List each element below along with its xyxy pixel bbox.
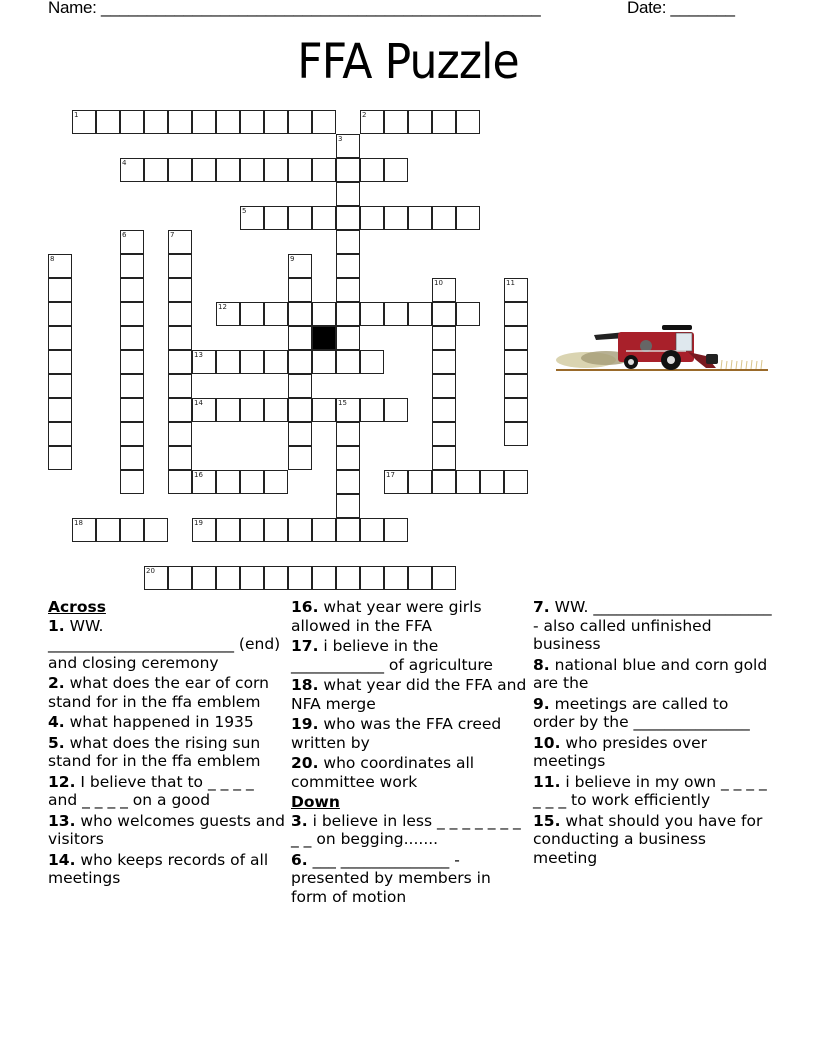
grid-cell[interactable] <box>168 158 192 182</box>
clue-number: 2 <box>362 111 367 119</box>
grid-cell[interactable] <box>168 110 192 134</box>
grid-cell[interactable] <box>48 398 72 422</box>
clue-item <box>533 598 773 654</box>
grid-cell[interactable] <box>192 350 216 374</box>
clue-text: ___ ______________ - presented by members in form of motion <box>291 850 491 906</box>
grid-cell[interactable] <box>336 422 360 446</box>
grid-cell[interactable] <box>288 206 312 230</box>
grid-cell[interactable] <box>336 254 360 278</box>
clue-text: what does the rising sun stand for in the ffa emblem <box>48 733 261 770</box>
grid-cell[interactable] <box>168 422 192 446</box>
grid-cell[interactable] <box>168 326 192 350</box>
clue-number: 4 <box>122 159 127 167</box>
grid-cell[interactable] <box>264 206 288 230</box>
clue-number-label: 7. <box>533 598 550 616</box>
grid-cell[interactable] <box>168 278 192 302</box>
clue-item <box>48 812 286 849</box>
clue-text: what year did the FFA and NFA merge <box>291 676 527 713</box>
grid-cell[interactable] <box>288 422 312 446</box>
grid-cell[interactable] <box>192 518 216 542</box>
grid-cell[interactable] <box>336 158 360 182</box>
grid-cell[interactable] <box>288 374 312 398</box>
grid-cell[interactable] <box>312 518 336 542</box>
grid-cell[interactable] <box>504 278 528 302</box>
clue-item <box>48 734 286 771</box>
grid-cell[interactable] <box>432 398 456 422</box>
grid-cell[interactable] <box>168 302 192 326</box>
grid-cell[interactable] <box>336 350 360 374</box>
grid-cell[interactable] <box>288 110 312 134</box>
clue-number-label: 4. <box>48 713 65 731</box>
grid-cell[interactable] <box>240 518 264 542</box>
black-cell <box>312 326 336 350</box>
grid-cell[interactable] <box>432 302 456 326</box>
grid-cell[interactable] <box>216 158 240 182</box>
clue-number-label: 2. <box>48 674 65 692</box>
clue-number: 1 <box>74 111 79 119</box>
clue-number: 10 <box>434 279 443 287</box>
grid-cell[interactable] <box>360 350 384 374</box>
grid-cell[interactable] <box>336 278 360 302</box>
grid-cell[interactable] <box>504 374 528 398</box>
clue-number-label: 14. <box>48 850 76 869</box>
grid-cell[interactable] <box>120 350 144 374</box>
grid-cell[interactable] <box>312 566 336 590</box>
grid-cell[interactable] <box>120 230 144 254</box>
grid-cell[interactable] <box>192 566 216 590</box>
grid-cell[interactable] <box>168 470 192 494</box>
grid-cell[interactable] <box>216 302 240 326</box>
grid-cell[interactable] <box>264 158 288 182</box>
grid-cell[interactable] <box>192 158 216 182</box>
grid-cell[interactable] <box>288 302 312 326</box>
clue-text: who welcomes guests and visitors <box>48 811 285 848</box>
grid-cell[interactable] <box>360 206 384 230</box>
clue-item <box>533 656 773 693</box>
grid-cell[interactable] <box>48 302 72 326</box>
grid-cell[interactable] <box>504 398 528 422</box>
grid-cell[interactable] <box>144 110 168 134</box>
grid-cell[interactable] <box>288 446 312 470</box>
clue-number-label: 13. <box>48 811 76 830</box>
grid-cell[interactable] <box>288 326 312 350</box>
grid-cell[interactable] <box>168 398 192 422</box>
grid-cell[interactable] <box>336 446 360 470</box>
grid-cell[interactable] <box>336 206 360 230</box>
clue-number-label: 3. <box>291 811 308 830</box>
clues-column-3 <box>533 598 773 869</box>
clue-number: 9 <box>290 255 295 263</box>
grid-cell[interactable] <box>120 374 144 398</box>
grid-cell[interactable] <box>360 158 384 182</box>
clue-item <box>291 715 527 752</box>
grid-cell[interactable] <box>264 398 288 422</box>
grid-cell[interactable] <box>192 398 216 422</box>
clue-item <box>533 812 773 868</box>
clue-number: 16 <box>194 471 203 479</box>
grid-cell[interactable] <box>48 350 72 374</box>
clue-number-label: 1. <box>48 616 65 635</box>
clue-text: who coordinates all committee work <box>291 754 475 791</box>
clue-item <box>48 713 286 732</box>
grid-cell[interactable] <box>456 302 480 326</box>
clue-text: who presides over meetings <box>533 733 708 770</box>
clue-number: 17 <box>386 471 395 479</box>
clue-item <box>48 851 286 888</box>
clue-number-label: 18. <box>291 676 319 694</box>
grid-cell[interactable] <box>432 278 456 302</box>
grid-cell[interactable] <box>192 470 216 494</box>
grid-cell[interactable] <box>432 206 456 230</box>
clue-text: what should you have for conducting a business meeting <box>533 811 763 867</box>
grid-cell[interactable] <box>72 518 96 542</box>
clue-number-label: 16. <box>291 598 319 616</box>
grid-cell[interactable] <box>48 374 72 398</box>
grid-cell[interactable] <box>264 566 288 590</box>
grid-cell[interactable] <box>360 302 384 326</box>
clues-column-1 <box>48 598 286 890</box>
grid-cell[interactable] <box>336 470 360 494</box>
clue-text: who keeps records of all meetings <box>48 850 269 887</box>
grid-cell[interactable] <box>312 158 336 182</box>
grid-cell[interactable] <box>48 278 72 302</box>
grid-cell[interactable] <box>408 302 432 326</box>
grid-cell[interactable] <box>432 110 456 134</box>
grid-cell[interactable] <box>384 158 408 182</box>
clue-item <box>291 598 527 635</box>
grid-cell[interactable] <box>408 470 432 494</box>
clue-number-label: 10. <box>533 733 561 752</box>
grid-cell[interactable] <box>288 158 312 182</box>
grid-cell[interactable] <box>336 182 360 206</box>
clue-item <box>48 617 286 673</box>
clue-text: i believe in my own _ _ _ _ _ _ _ to work efficiently <box>533 772 767 809</box>
grid-cell[interactable] <box>168 446 192 470</box>
clue-item <box>533 695 773 732</box>
clue-item <box>533 734 773 771</box>
grid-cell[interactable] <box>240 110 264 134</box>
grid-cell[interactable] <box>120 254 144 278</box>
grid-cell[interactable] <box>96 110 120 134</box>
grid-cell[interactable] <box>504 422 528 446</box>
grid-cell[interactable] <box>504 302 528 326</box>
grid-cell[interactable] <box>48 326 72 350</box>
clue-item <box>48 674 286 711</box>
down-heading: Down <box>291 793 340 811</box>
grid-cell[interactable] <box>216 398 240 422</box>
clue-item <box>291 812 527 849</box>
clue-text: what happened in 1935 <box>64 713 254 731</box>
clue-text: what year were girls allowed in the FFA <box>291 598 482 635</box>
clue-number-label: 15. <box>533 811 561 830</box>
grid-cell[interactable] <box>288 254 312 278</box>
grid-cell[interactable] <box>120 398 144 422</box>
grid-cell[interactable] <box>384 110 408 134</box>
grid-cell[interactable] <box>216 470 240 494</box>
clue-number: 14 <box>194 399 203 407</box>
grid-cell[interactable] <box>312 206 336 230</box>
grid-cell[interactable] <box>264 518 288 542</box>
across-heading: Across <box>48 598 106 616</box>
clue-number: 15 <box>338 399 347 407</box>
grid-cell[interactable] <box>312 350 336 374</box>
clue-number: 11 <box>506 279 515 287</box>
name-field-label: Name: ________________________________________________ <box>48 0 541 17</box>
grid-cell[interactable] <box>336 230 360 254</box>
grid-cell[interactable] <box>216 566 240 590</box>
clue-item <box>291 851 527 907</box>
grid-cell[interactable] <box>384 206 408 230</box>
grid-cell[interactable] <box>336 518 360 542</box>
clue-number: 18 <box>74 519 83 527</box>
clue-number-label: 12. <box>48 772 76 791</box>
grid-cell[interactable] <box>288 566 312 590</box>
grid-cell[interactable] <box>312 302 336 326</box>
grid-cell[interactable] <box>120 110 144 134</box>
clue-number: 8 <box>50 255 55 263</box>
date-field-label: Date: _______ <box>627 0 735 17</box>
grid-cell[interactable] <box>384 566 408 590</box>
grid-cell[interactable] <box>120 278 144 302</box>
grid-cell[interactable] <box>240 350 264 374</box>
clue-item <box>291 637 527 674</box>
grid-cell[interactable] <box>168 230 192 254</box>
clue-item <box>291 676 527 713</box>
grid-cell[interactable] <box>264 302 288 326</box>
grid-cell[interactable] <box>408 110 432 134</box>
grid-cell[interactable] <box>336 398 360 422</box>
grid-cell[interactable] <box>120 302 144 326</box>
grid-cell[interactable] <box>240 566 264 590</box>
grid-cell[interactable] <box>264 350 288 374</box>
grid-cell[interactable] <box>48 446 72 470</box>
grid-cell[interactable] <box>312 398 336 422</box>
grid-cell[interactable] <box>120 518 144 542</box>
grid-cell[interactable] <box>288 350 312 374</box>
grid-cell[interactable] <box>360 518 384 542</box>
grid-cell[interactable] <box>456 110 480 134</box>
grid-cell[interactable] <box>288 518 312 542</box>
clue-text: I believe that to _ _ _ _ and _ _ _ _ on a good <box>48 772 254 809</box>
clue-item <box>48 773 286 810</box>
grid-cell[interactable] <box>144 158 168 182</box>
grid-cell[interactable] <box>192 110 216 134</box>
grid-cell[interactable] <box>360 110 384 134</box>
clue-text: WW. _______________________ - also called unfinished business <box>533 598 772 653</box>
clue-number: 20 <box>146 567 155 575</box>
grid-cell[interactable] <box>120 422 144 446</box>
clues-column-2 <box>291 598 527 908</box>
grid-cell[interactable] <box>144 518 168 542</box>
grid-cell[interactable] <box>408 566 432 590</box>
grid-cell[interactable] <box>240 206 264 230</box>
grid-cell[interactable] <box>456 206 480 230</box>
clue-text: who was the FFA creed written by <box>291 715 502 752</box>
grid-cell[interactable] <box>360 398 384 422</box>
grid-cell[interactable] <box>456 470 480 494</box>
grid-cell[interactable] <box>432 350 456 374</box>
grid-cell[interactable] <box>504 326 528 350</box>
grid-cell[interactable] <box>504 470 528 494</box>
clue-number: 13 <box>194 351 203 359</box>
grid-cell[interactable] <box>120 158 144 182</box>
grid-cell[interactable] <box>240 470 264 494</box>
clue-number: 12 <box>218 303 227 311</box>
grid-cell[interactable] <box>240 158 264 182</box>
grid-cell[interactable] <box>336 326 360 350</box>
grid-cell[interactable] <box>48 422 72 446</box>
page-title: FFA Puzzle <box>297 34 519 90</box>
clue-text: what does the ear of corn stand for in the ffa emblem <box>48 674 269 711</box>
grid-cell[interactable] <box>384 302 408 326</box>
grid-cell[interactable] <box>120 326 144 350</box>
grid-cell[interactable] <box>336 134 360 158</box>
grid-cell[interactable] <box>432 326 456 350</box>
grid-cell[interactable] <box>72 110 96 134</box>
grid-cell[interactable] <box>216 110 240 134</box>
grid-cell[interactable] <box>168 254 192 278</box>
grid-cell[interactable] <box>432 566 456 590</box>
clue-text: i believe in the ____________ of agriculture <box>291 637 493 674</box>
grid-cell[interactable] <box>432 422 456 446</box>
grid-cell[interactable] <box>312 110 336 134</box>
grid-cell[interactable] <box>408 206 432 230</box>
clue-number-label: 17. <box>291 637 319 655</box>
combine-harvester-icon <box>556 320 768 376</box>
clue-text: i believe in less _ _ _ _ _ _ _ _ _ on begging....... <box>291 811 521 848</box>
grid-cell[interactable] <box>480 470 504 494</box>
grid-cell[interactable] <box>264 110 288 134</box>
grid-cell[interactable] <box>432 374 456 398</box>
clue-number-label: 6. <box>291 850 308 869</box>
grid-cell[interactable] <box>120 470 144 494</box>
grid-cell[interactable] <box>360 566 384 590</box>
grid-cell[interactable] <box>384 518 408 542</box>
clue-text: WW. ________________________ (end) and closing ceremony <box>48 616 281 672</box>
grid-cell[interactable] <box>264 470 288 494</box>
grid-cell[interactable] <box>216 518 240 542</box>
clue-number-label: 11. <box>533 772 561 791</box>
clue-number: 3 <box>338 135 343 143</box>
clue-number-label: 9. <box>533 694 550 713</box>
grid-cell[interactable] <box>168 350 192 374</box>
grid-cell[interactable] <box>240 302 264 326</box>
clue-number: 5 <box>242 207 247 215</box>
grid-cell[interactable] <box>96 518 120 542</box>
clue-number: 7 <box>170 231 175 239</box>
grid-cell[interactable] <box>288 278 312 302</box>
grid-cell[interactable] <box>240 398 264 422</box>
grid-cell[interactable] <box>336 566 360 590</box>
grid-cell[interactable] <box>504 350 528 374</box>
clue-number-label: 20. <box>291 754 319 772</box>
grid-cell[interactable] <box>384 470 408 494</box>
clue-item <box>533 773 773 810</box>
grid-cell[interactable] <box>336 302 360 326</box>
grid-cell[interactable] <box>432 470 456 494</box>
clue-number-label: 19. <box>291 715 319 733</box>
grid-cell[interactable] <box>144 566 168 590</box>
clue-number-label: 5. <box>48 733 65 752</box>
grid-cell[interactable] <box>336 494 360 518</box>
grid-cell[interactable] <box>216 350 240 374</box>
grid-cell[interactable] <box>432 446 456 470</box>
grid-cell[interactable] <box>120 446 144 470</box>
clue-number-label: 8. <box>533 655 550 674</box>
grid-cell[interactable] <box>168 566 192 590</box>
clue-text: national blue and corn gold are the <box>533 655 768 692</box>
grid-cell[interactable] <box>168 374 192 398</box>
grid-cell[interactable] <box>288 398 312 422</box>
grid-cell[interactable] <box>384 398 408 422</box>
clue-number: 6 <box>122 231 127 239</box>
clue-item <box>291 754 527 791</box>
clue-text: meetings are called to order by the _______________ <box>533 694 750 731</box>
grid-cell[interactable] <box>48 254 72 278</box>
clue-number: 19 <box>194 519 203 527</box>
